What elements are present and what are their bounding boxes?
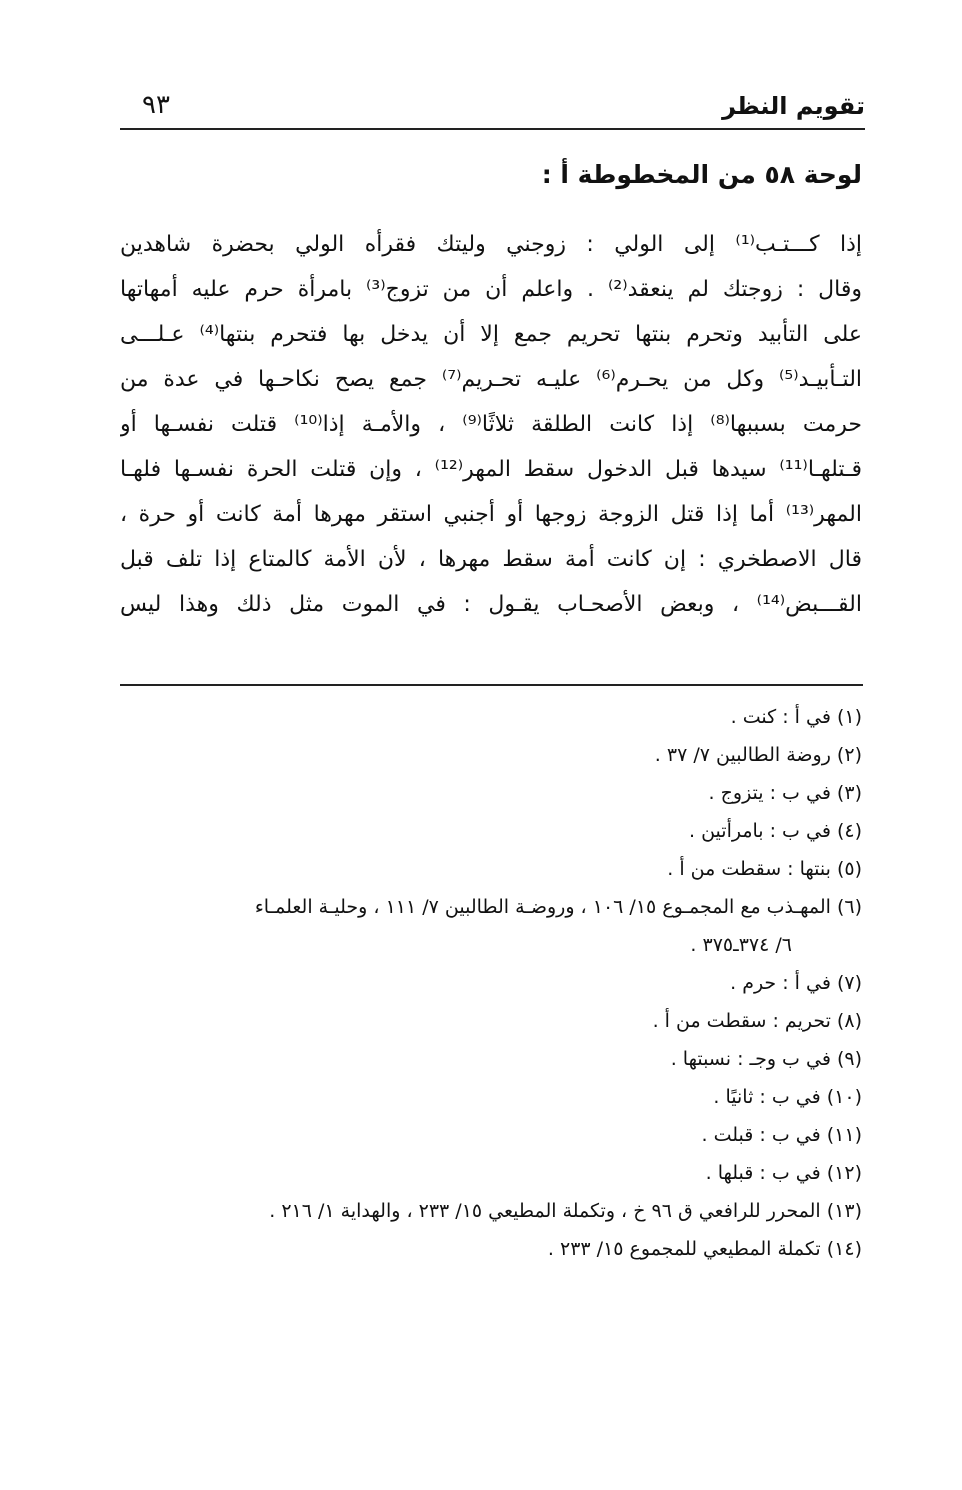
footnote-continuation: ٦/ ٣٧٤ـ٣٧٥ . bbox=[690, 934, 792, 956]
body-line: المهر⁽¹³⁾ أما إذا قتل الزوجة زوجها أو أجنبي استقر مهرها أمة كانت أو حرة ، bbox=[120, 502, 862, 527]
body-text bbox=[120, 222, 862, 627]
footnote: (٣) في ب : يتزوج . bbox=[708, 782, 862, 804]
body-line: قال الاصطخري : إن كانت أمة سقط مهرها ، لأن الأمة كالمتاع إذا تلف قبل bbox=[120, 547, 862, 572]
body-line: على التأبيد وتحرم بنتها تحريم جمع إلا أن يدخل بها فتحرم بنتها⁽⁴⁾ عـلـــى bbox=[120, 322, 862, 347]
footnote: (٨) تحريم : سقطت من أ . bbox=[652, 1010, 862, 1032]
footnote: (١) في أ : كنت . bbox=[730, 706, 862, 728]
body-line: حرمت بسببها⁽⁸⁾ إذا كانت الطلقة ثلاثًا⁽⁹⁾ ، والأمـة إذا⁽¹⁰⁾ قتلت نفسـها أو bbox=[120, 412, 862, 437]
body-line: قـتلهـا⁽¹¹⁾ سيدها قبل الدخول سقط المهر⁽¹²⁾ ، وإن قتلت الحرة نفسـها فلهـا bbox=[120, 457, 862, 482]
footnote: (١٣) المحرر للرافعي ق ٩٦ خ ، وتكملة المطيعي ١٥/ ٢٣٣ ، والهداية ١/ ٢١٦ . bbox=[269, 1200, 862, 1222]
footnote: (١١) في ب : قبلت . bbox=[701, 1124, 862, 1146]
body-line: التـأبيـد⁽⁵⁾ وكل من يحـرم⁽⁶⁾ عليـه تحـريم⁽⁷⁾ جمع يصح نكاحـها في عدة من bbox=[120, 367, 862, 392]
footnote-divider bbox=[120, 684, 863, 686]
footnotes bbox=[100, 698, 862, 1268]
footnote: (٩) في ب وجـ : نسبتها . bbox=[670, 1048, 862, 1070]
body-line: وقال : زوجتك لم ينعقد⁽²⁾ . واعلم أن من تزوج⁽³⁾ بامرأة حرم عليه أمهاتها bbox=[120, 277, 862, 302]
footnote: (٥) بنتها : سقطت من أ . bbox=[667, 858, 862, 880]
page-number: ٩٣ bbox=[142, 90, 170, 120]
body-line: إذا كـــتـب⁽¹⁾ إلى الولي : زوجني وليتك فقرأه الولي بحضرة شاهدين bbox=[120, 232, 862, 257]
footnote: (١٤) تكملة المطيعي للمجموع ١٥/ ٢٣٣ . bbox=[547, 1238, 862, 1260]
page-header bbox=[120, 92, 865, 132]
footnote: (١٢) في ب : قبلها . bbox=[705, 1162, 862, 1184]
section-heading: لوحة ٥٨ من المخطوطة أ : bbox=[541, 160, 862, 189]
footnote: (١٠) في ب : ثانيًا . bbox=[713, 1086, 862, 1108]
footnote: (٤) في ب : بامرأتين . bbox=[689, 820, 862, 842]
footnote: (٦) المهـذب مع المجمـوع ١٥/ ١٠٦ ، وروضـة الطالبين ٧/ ١١١ ، وحليـة العلمـاء bbox=[254, 896, 862, 918]
running-title: تقويم النظر bbox=[722, 92, 865, 120]
footnote: (٧) في أ : حرم . bbox=[730, 972, 862, 994]
footnote: (٢) روضة الطالبين ٧/ ٣٧ . bbox=[654, 744, 862, 766]
header-divider bbox=[120, 128, 865, 130]
body-line: القـــبض⁽¹⁴⁾ ، وبعض الأصحـاب يقـول : في الموت مثل ذلك وهذا ليس bbox=[120, 592, 862, 617]
